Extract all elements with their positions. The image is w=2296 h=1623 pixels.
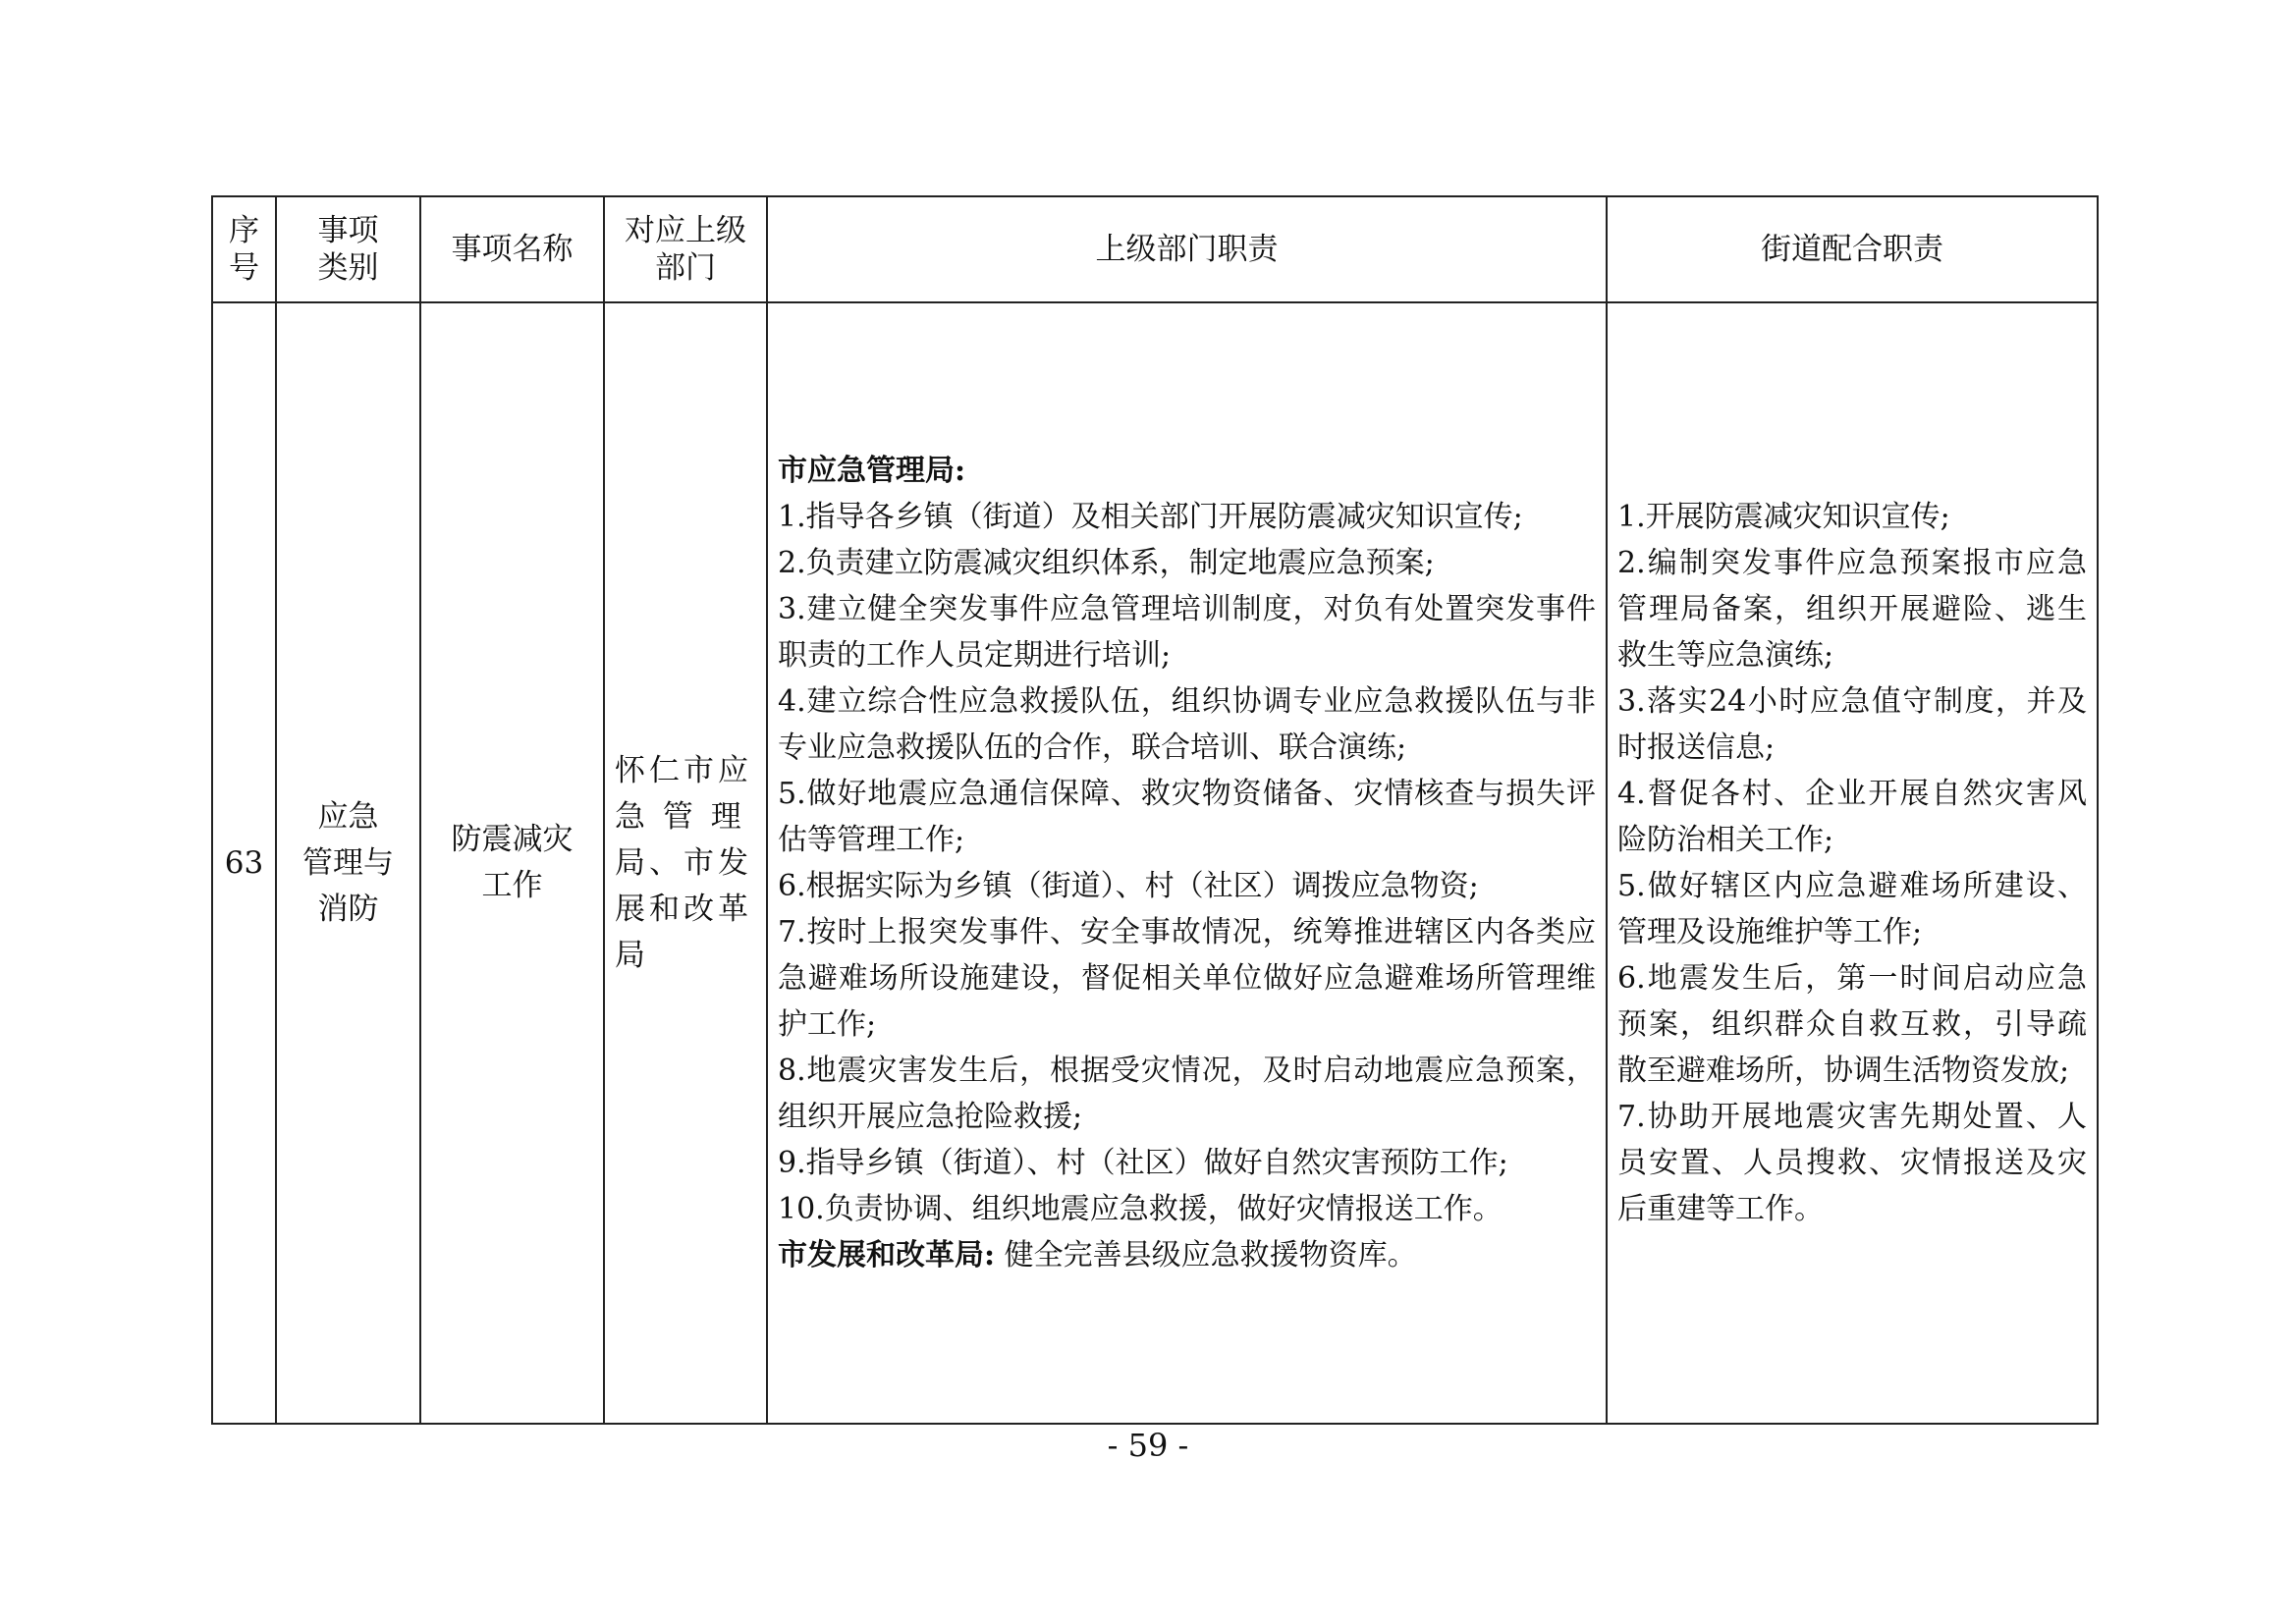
cell-dept [604,302,767,1424]
upper-duty-item: 4.建立综合性应急救援队伍，组织协调专业应急救援队伍与非专业应急救援队伍的合作，联合培训、联合演练; [778,684,1596,765]
upper-duty-item: 1.指导各乡镇（街道）及相关部门开展防震减灾知识宣传; [778,500,1523,534]
dept-line5: 局 [615,937,649,973]
duty-table [211,195,2099,1425]
cell-street-duty [1607,302,2098,1424]
street-duty-item: 7.协助开展地震灾害先期处置、人员安置、人员搜救、灾情报送及灾后重建等工作。 [1617,1100,2087,1226]
dept-line1: 怀仁市应 [615,752,752,788]
street-duty-item: 5.做好辖区内应急避难场所建设、管理及设施维护等工作; [1617,869,2087,949]
street-duty-item: 4.督促各村、企业开展自然灾害风险防治相关工作; [1617,777,2087,857]
category-line3: 消防 [317,891,379,927]
header-seq-line2: 号 [229,250,259,286]
dept-line2: 急 管 理 [615,798,745,835]
upper-duty-item: 5.做好地震应急通信保障、救灾物资储备、灾情核查与损失评估等管理工作; [778,777,1596,857]
street-duty-item: 6.地震发生后，第一时间启动应急预案，组织群众自救互救，引导疏散至避难场所，协调生活物资发放; [1617,961,2087,1088]
upper-duty-item: 3.建立健全突发事件应急管理培训制度，对负有处置突发事件职责的工作人员定期进行培训; [778,592,1596,673]
category-line1: 应急 [317,798,379,835]
upper-duty-development-text: 健全完善县级应急救援物资库。 [1004,1238,1417,1272]
header-category-line2: 类别 [317,250,379,286]
upper-duty-item: 2.负责建立防震减灾组织体系，制定地震应急预案; [778,546,1435,580]
page-number: - 59 - [1107,1427,1189,1464]
header-category [276,196,420,302]
name-line1: 防震减灾 [451,822,574,857]
cell-name [420,302,604,1424]
category-line2: 管理与 [302,844,394,881]
header-street-duty: 街道配合职责 [1607,196,2098,302]
cell-upper-duty [767,302,1607,1424]
upper-duty-item: 6.根据实际为乡镇（街道）、村（社区）调拨应急物资; [778,869,1479,903]
upper-duty-label-emergency: 市应急管理局: [778,454,966,488]
street-duty-item: 1.开展防震减灾知识宣传; [1617,500,1950,534]
street-duty-item: 2.编制突发事件应急预案报市应急管理局备案，组织开展避险、逃生救生等应急演练; [1617,546,2087,673]
name-line2: 工作 [481,868,543,903]
header-row [212,196,2098,302]
header-dept-line1: 对应上级 [625,213,746,248]
dept-line4: 展和改革 [615,891,752,927]
table-row [212,302,2098,1424]
header-name: 事项名称 [420,196,604,302]
header-category-line1: 事项 [317,213,379,248]
upper-duty-item: 7.按时上报突发事件、安全事故情况，统筹推进辖区内各类应急避难场所设施建设，督促相关单位做好应急避难场所管理维护工作; [778,915,1596,1042]
street-duty-item: 3.落实24小时应急值守制度，并及时报送信息; [1617,684,2087,765]
upper-duty-development [778,1232,1596,1278]
dept-line3: 局、市发 [615,844,752,881]
header-dept [604,196,767,302]
header-seq [212,196,276,302]
upper-duty-item: 9.指导乡镇（街道）、村（社区）做好自然灾害预防工作; [778,1146,1508,1180]
header-dept-line2: 部门 [655,250,716,286]
upper-duty-label-development: 市发展和改革局: [778,1238,996,1272]
upper-duty-item: 10.负责协调、组织地震应急救援，做好灾情报送工作。 [778,1192,1503,1226]
cell-seq: 63 [212,302,276,1424]
cell-category [276,302,420,1424]
upper-duty-item: 8.地震灾害发生后，根据受灾情况，及时启动地震应急预案，组织开展应急抢险救援; [778,1054,1596,1134]
header-upper-duty: 上级部门职责 [767,196,1607,302]
header-seq-line1: 序 [229,213,259,248]
